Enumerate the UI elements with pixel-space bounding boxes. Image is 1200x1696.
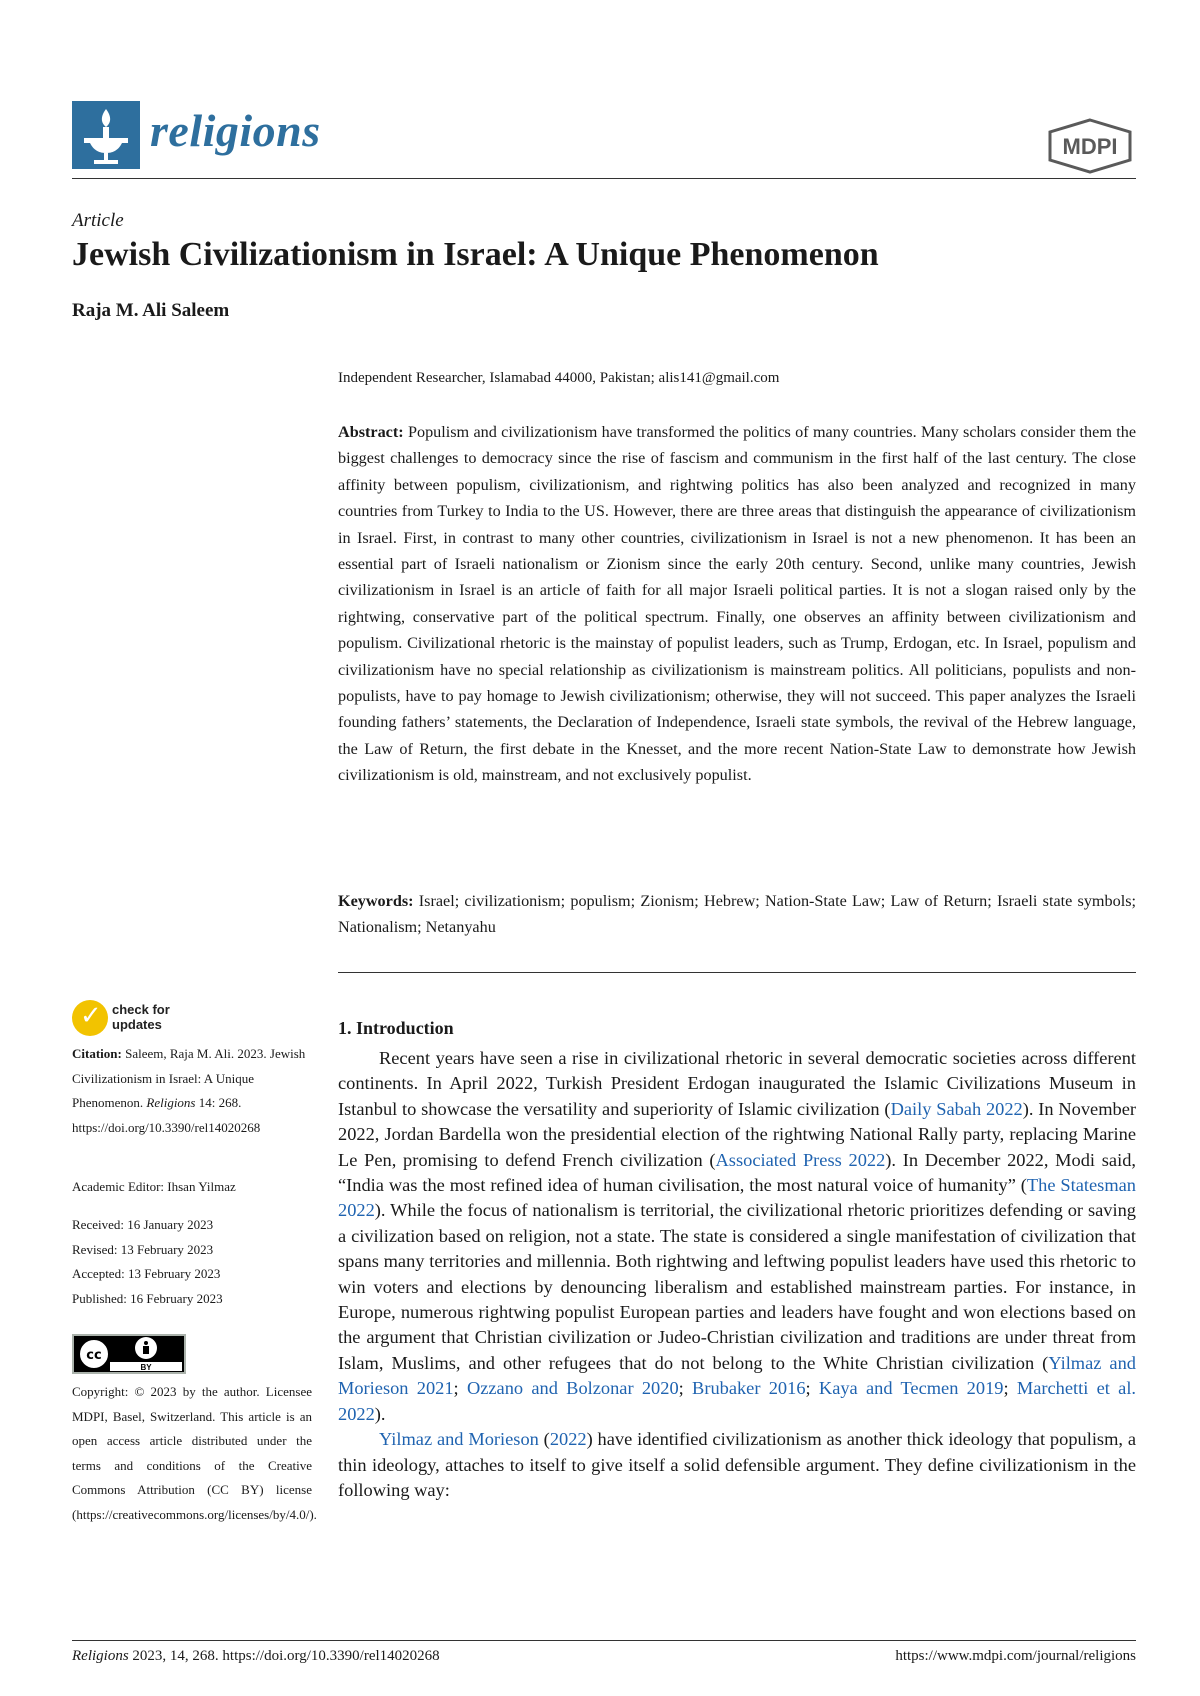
cc-by-label: BY (140, 1363, 152, 1372)
journal-name: religions (150, 105, 321, 156)
body-text (338, 1046, 1136, 1503)
academic-editor: Academic Editor: Ihsan Yilmaz (72, 1179, 236, 1194)
published-date: Published: 16 February 2023 (72, 1290, 223, 1306)
footer-journal-url[interactable]: https://www.mdpi.com/journal/religions (895, 1648, 1136, 1664)
citation-link[interactable]: Yilmaz and Morieson (379, 1429, 539, 1450)
cc-license-badge[interactable] (72, 1334, 186, 1374)
mdpi-logo (1044, 118, 1136, 174)
lamp-icon (72, 101, 140, 169)
mdpi-logo-text: MDPI (1062, 134, 1118, 159)
abstract (338, 419, 1136, 789)
received-date: Received: 16 January 2023 (72, 1217, 214, 1232)
abstract-label: Abstract: (338, 423, 404, 441)
citation-info: Citation: Saleem, Raja M. Ali. 2023. Jewish Civilizationism in Israel: A Unique Phenomenon. Religions 14: 268. https://doi.org/10.3390/rel14020268 (72, 1046, 306, 1135)
footer-divider (72, 1640, 1136, 1641)
keywords-label: Keywords: (338, 892, 414, 910)
citation-link[interactable]: Daily Sabah 2022 (890, 1098, 1023, 1119)
citation-link[interactable]: Yilmaz and Morieson 2021 (338, 1352, 1136, 1399)
citation-link[interactable]: Associated Press 2022 (715, 1149, 886, 1170)
accepted-date: Accepted: 13 February 2023 (72, 1266, 221, 1281)
citation-link[interactable]: The Statesman 2022 (338, 1175, 1136, 1221)
citation-link[interactable]: Marchetti et al. 2022 (338, 1378, 1137, 1424)
publication-dates (72, 1213, 312, 1311)
article-title: Jewish Civilizationism in Israel: A Unique Phenomenon (72, 236, 879, 273)
check-icon: ✓ (72, 1000, 108, 1036)
section-heading: 1. Introduction (338, 1018, 454, 1038)
citation-link[interactable]: Kaya and Tecmen 2019 (818, 1378, 1004, 1399)
svg-text:cc: cc (86, 1348, 102, 1363)
keywords-text: Israel; civilizationism; populism; Zionism; Hebrew; Nation-State Law; Law of Return; Israeli state symbols; Nationalism; Netanyahu (338, 892, 1136, 936)
section-divider (338, 972, 1136, 973)
copyright-notice: Copyright: © 2023 by the author. Licensee MDPI, Basel, Switzerland. This article is an open access article distributed under the terms and conditions of the Creative Commons Attribution (CC BY) license (https://creativecommons.org/licenses/by/4.0/). (72, 1384, 317, 1522)
revised-date: Revised: 13 February 2023 (72, 1241, 214, 1257)
journal-logo (72, 101, 140, 169)
citation-link[interactable]: 2022 (549, 1429, 587, 1450)
article-type: Article (72, 210, 124, 231)
citation-link[interactable]: Ozzano and Bolzonar 2020 (466, 1378, 679, 1399)
paragraph-2: Yilmaz and Morieson (2022) have identified civilizationism as another thick ideology that populism, a thin ideology, attaches to itself to give itself a solid defensible argument. They define civilizationism in the following way: (338, 1429, 1136, 1500)
header-divider (72, 178, 1136, 179)
citation-link[interactable]: Brubaker 2016 (692, 1378, 806, 1399)
paragraph-1: Recent years have seen a rise in civilizational rhetoric in several democratic societies across different continents. In April 2022, Turkish President Erdogan inaugurated the Islamic Civilizations Museum in Istanbul to showcase the versatility and superiority of Islamic civilization (Daily Sabah 2022). In November 2022, Jordan Bardella won the presidential election of the rightwing National Rally party, replacing Marine Le Pen, promising to defend French civilization (Associated Press 2022). In December 2022, Modi said, “India was the most refined idea of human civilisation, the most natural voice of humanity” (The Statesman 2022). While the focus of nationalism is territorial, the civilizational rhetoric prioritizes defending or saving a civilization based on religion, not a state. The state is considered a single manifestation of civilization that spans many territories and millennia. Both rightwing and leftwing populist leaders have used this rhetoric to win voters and elections by denouncing liberalism and established mainstream parties. For instance, in Europe, numerous rightwing populist European parties and leaders have fought and won elections based on the argument that Christian civilization or Judeo-Christian civilization and traditions are under threat from Islam, Muslims, and other refugees that do not belong to the White Christian civilization (Yilmaz and Morieson 2021; Ozzano and Bolzonar 2020; Brubaker 2016; Kaya and Tecmen 2019; Marchetti et al. 2022). (338, 1048, 1137, 1424)
footer-citation: Religions 2023, 14, 268. https://doi.org/10.3390/rel14020268 (72, 1648, 440, 1664)
author-name: Raja M. Ali Saleem (72, 300, 230, 321)
author-affiliation: Independent Researcher, Islamabad 44000, Pakistan; alis141@gmail.com (338, 370, 780, 386)
keywords (338, 888, 1136, 940)
check-for-updates-button[interactable]: ✓ check for updates (72, 1000, 192, 1036)
abstract-text: Populism and civilizationism have transformed the politics of many countries. Many scholars consider them the biggest challenges to democracy since the rise of fascism and communism in the first half of the last century. The close affinity between populism, civilizationism, and rightwing politics has also been analyzed and recognized in many countries from Turkey to India to the US. However, there are three areas that distinguish the appearance of civilizationism in Israel. First, in contrast to many other countries, civilizationism in Israel is not a new phenomenon. It has been an essential part of Israeli nationalism or Zionism since the early 20th century. Second, unlike many countries, Jewish civilizationism in Israel is an article of faith for all major Israeli political parties. It is not a slogan raised only by the rightwing, conservative part of the political spectrum. Finally, one observes an affinity between civilizationism and populism. Civilizational rhetoric is the mainstay of populist leaders, such as Trump, Erdogan, etc. In Israel, populism and civilizationism have no special relationship as civilizationism is mainstream politics. All politicians, populists and non-populists, have to pay homage to Jewish civilizationism; otherwise, they will not succeed. This paper analyzes the Israeli founding fathers’ statements, the Declaration of Independence, Israeli state symbols, the revival of the Hebrew language, the Law of Return, the first debate in the Knesset, and the more recent Nation-State Law to demonstrate how Jewish civilizationism is old, mainstream, and not exclusively populist. (338, 423, 1137, 785)
